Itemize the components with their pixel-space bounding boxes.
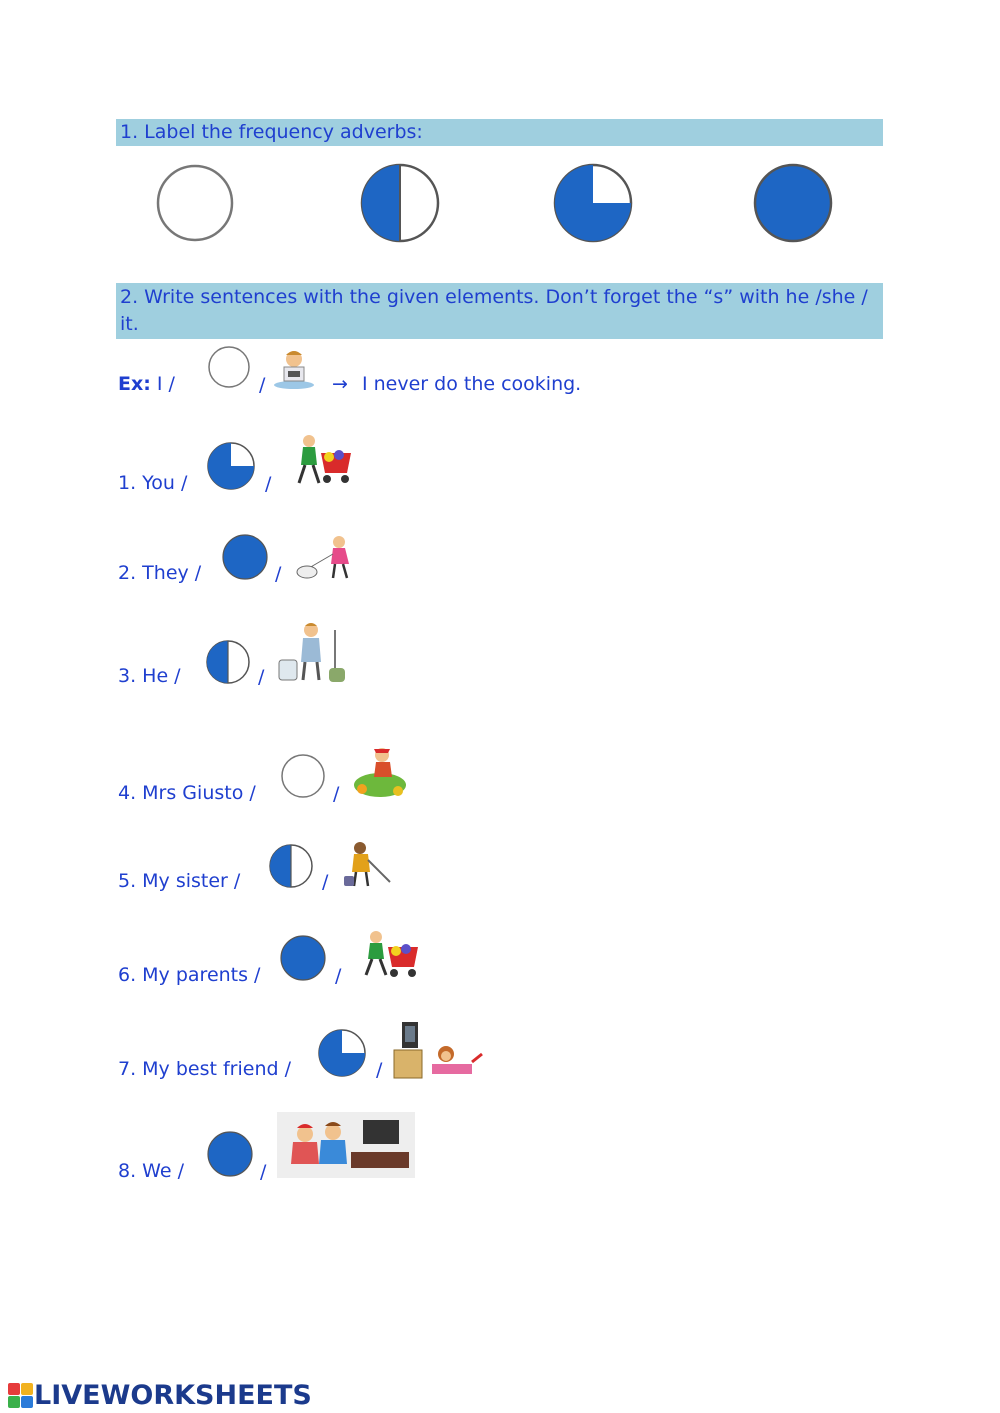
- shopping-picture-icon: [358, 929, 422, 983]
- example-row: [118, 373, 175, 395]
- watch-tv-picture-icon: [392, 1020, 486, 1080]
- item-7-subject: 7. My best friend /: [118, 1058, 291, 1080]
- section1-title: 1. Label the frequency adverbs:: [116, 119, 883, 146]
- item-6-subject: 6. My parents /: [118, 964, 261, 986]
- vacuuming-picture-icon: [342, 840, 396, 888]
- full-circle-icon: [206, 1130, 254, 1178]
- three-quarter-circle-icon: [206, 441, 256, 491]
- example-prefix: Ex:: [118, 373, 151, 395]
- full-circle-icon: [279, 934, 327, 982]
- housework-picture-icon: [275, 620, 351, 686]
- item-3-slash: /: [258, 666, 265, 688]
- item-8-subject: 8. We /: [118, 1160, 184, 1182]
- full-circle-icon: [753, 163, 833, 243]
- empty-circle-icon: [207, 345, 251, 389]
- cooking-picture-icon: [272, 349, 316, 389]
- three-quarter-circle-icon: [317, 1028, 367, 1078]
- item-1-subject: 1. You /: [118, 472, 188, 494]
- item-5-slash: /: [322, 871, 329, 893]
- logo-text: LIVEWORKSHEETS: [34, 1380, 312, 1411]
- example-arrow: →: [332, 373, 348, 395]
- item-4-subject: 4. Mrs Giusto /: [118, 782, 256, 804]
- walk-dog-picture-icon: [291, 534, 355, 582]
- half-circle-icon: [360, 163, 440, 243]
- video-games-picture-icon: [277, 1112, 415, 1178]
- half-circle-icon: [268, 843, 314, 889]
- section2-title: 2. Write sentences with the given elements. Don’t forget the “s” with he /she / it.: [116, 283, 883, 339]
- liveworksheets-logo: [8, 1380, 312, 1411]
- item-3-subject: 3. He /: [118, 665, 181, 687]
- item-6-slash: /: [335, 965, 342, 987]
- item-1-slash: /: [265, 473, 272, 495]
- example-subject: I /: [156, 373, 175, 395]
- item-8-slash: /: [260, 1161, 267, 1183]
- three-quarter-circle-icon: [553, 163, 633, 243]
- example-slash: /: [259, 374, 266, 396]
- empty-circle-icon: [156, 164, 234, 242]
- item-2-slash: /: [275, 563, 282, 585]
- full-circle-icon: [221, 533, 269, 581]
- example-answer: I never do the cooking.: [362, 373, 582, 395]
- item-2-subject: 2. They /: [118, 562, 202, 584]
- empty-circle-icon: [280, 753, 326, 799]
- half-circle-icon: [205, 639, 251, 685]
- item-5-subject: 5. My sister /: [118, 870, 241, 892]
- item-4-slash: /: [333, 783, 340, 805]
- gardening-picture-icon: [350, 745, 408, 801]
- shopping-picture-icon: [289, 433, 359, 491]
- item-7-slash: /: [376, 1059, 383, 1081]
- liveworksheets-badge-icon: [8, 1383, 34, 1409]
